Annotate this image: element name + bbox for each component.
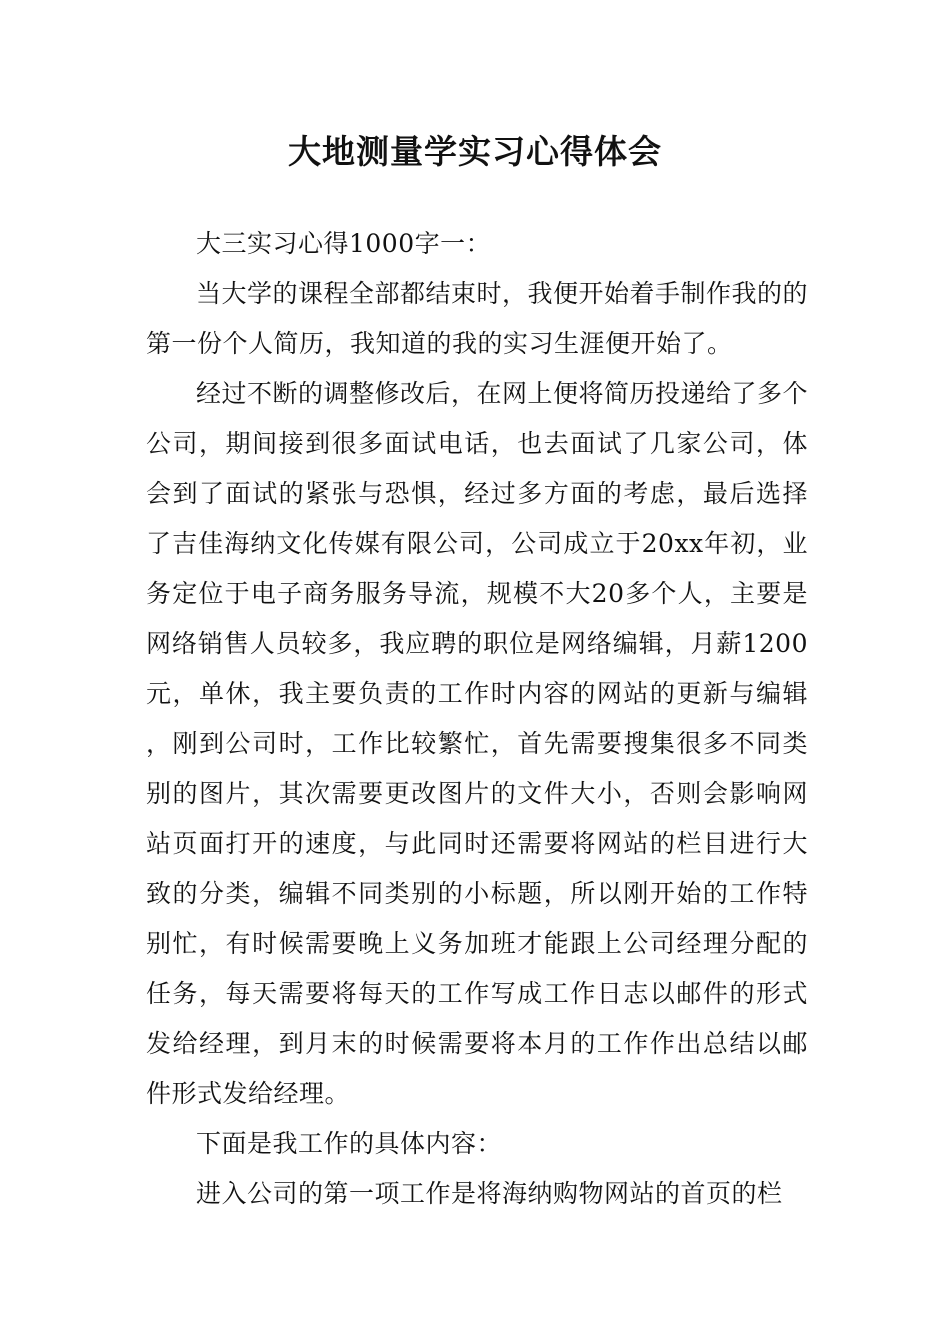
paragraph-intro: 大三实习心得1000字一：: [196, 229, 492, 258]
paragraph-first-task: 进入公司的第一项工作是将海纳购物网站的首页的栏: [196, 1179, 783, 1208]
paragraph-resume: 当大学的课程全部都结束时，我便开始着手制作我的的第一份个人简历，我知道的我的实习生涯便开始了。: [146, 279, 809, 358]
document-body: [146, 219, 808, 1219]
paragraph-job-search: 经过不断的调整修改后，在网上便将简历投递给了多个公司，期间接到很多面试电话，也去面试了几家公司，体会到了面试的紧张与恐惧，经过多方面的考虑，最后选择了吉佳海纳文化传媒有限公司，公司成立于20xx年初，业务定位于电子商务服务导流，规模不大20多个人，主要是网络销售人员较多，我应聘的职位是网络编辑，月薪1200元，单休，我主要负责的工作时内容的网站的更新与编辑 ，刚到公司时，工作比较繁忙，首先需要搜集很多不同类别的图片，其次需要更改图片的文件大小，否则会影响网站页面打开的速度，与此同时还需要将网站的栏目进行大致的分类，编辑不同类别的小标题，所以刚开始的工作特别忙，有时候需要晚上义务加班才能跟上公司经理分配的任务，每天需要将每天的工作写成工作日志以邮件的形式发给经理，到月末的时候需要将本月的工作作出总结以邮件形式发给经理。: [146, 379, 809, 1108]
document-title: 大地测量学实习心得体会: [288, 132, 662, 171]
paragraph-work-content-heading: 下面是我工作的具体内容：: [196, 1129, 503, 1158]
